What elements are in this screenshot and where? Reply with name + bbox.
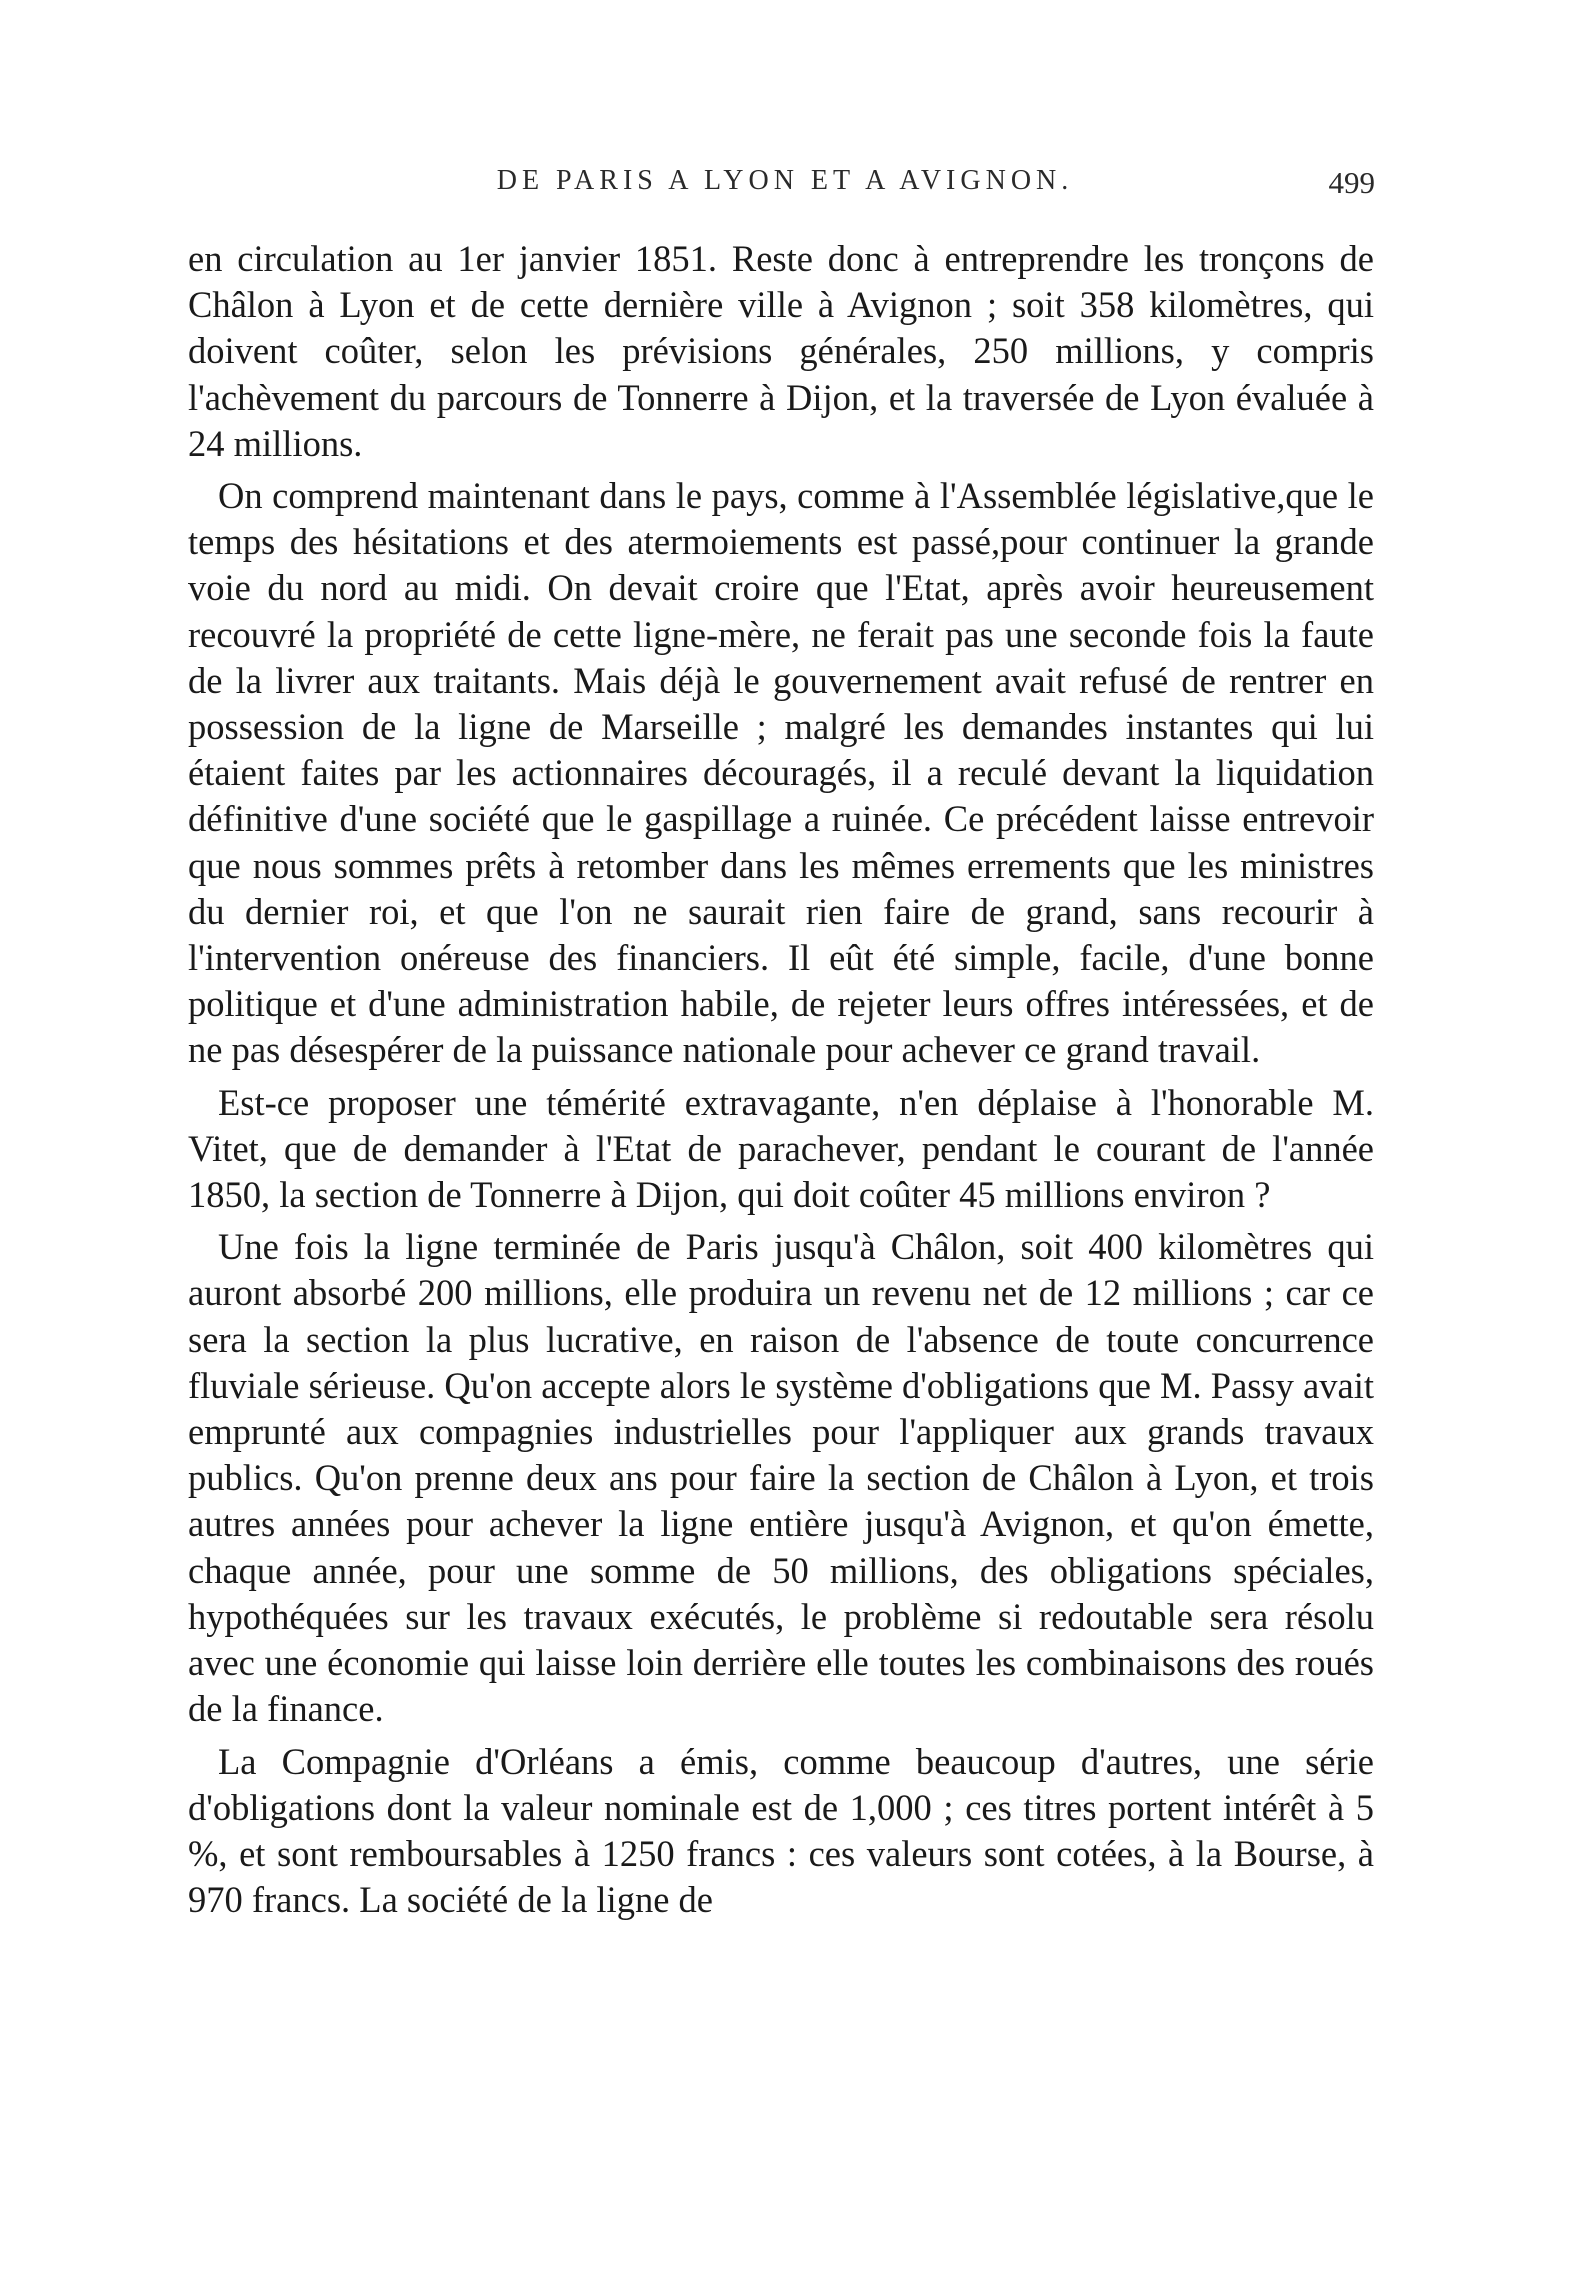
paragraph: Est-ce proposer une témérité extravagante, n'en déplaise à l'honorable M. Vitet, que de demander à l'Etat de parachever, pendant le courant de l'année 1850, la section de Tonnerre à Dijon, qui doit coûter 45 millions environ ?: [188, 1081, 1374, 1216]
paragraph: On comprend maintenant dans le pays, comme à l'Assemblée législative,que le temps des hésitations et des atermoiements est passé,pour continuer la grande voie du nord au midi. On devait croire que l'Etat, après avoir heureusement recouvré la propriété de cette ligne-mère, ne ferait pas une seconde fois la faute de la livrer aux traitants. Mais déjà le gouvernement avait refusé de rentrer en possession de la ligne de Marseille ; malgré les demandes instantes qui lui étaient faites par les actionnaires découragés, il a reculé devant la liquidation définitive d'une société que le gaspillage a ruinée. Ce précédent laisse entrevoir que nous sommes prêts à retomber dans les mêmes errements que les ministres du dernier roi, et que l'on ne saurait rien faire de grand, sans recourir à l'intervention onéreuse des financiers. Il eût été simple, facile, d'une bonne politique et d'une administration habile, de rejeter leurs offres intéressées, et de ne pas désespérer de la puissance nationale pour achever ce grand travail.: [188, 475, 1374, 1071]
running-title: DE PARIS A LYON ET A AVIGNON.: [496, 165, 1074, 196]
page-number: 499: [1328, 165, 1375, 200]
body-text: [188, 236, 1374, 1923]
running-head: [195, 165, 1375, 213]
paragraph: La Compagnie d'Orléans a émis, comme beaucoup d'autres, une série d'obligations dont la valeur nominale est de 1,000 ; ces titres portent intérêt à 5 %, et sont remboursables à 1250 francs : ces valeurs sont cotées, à la Bourse, à 970 francs. La société de la ligne de: [188, 1740, 1374, 1921]
paragraph: en circulation au 1er janvier 1851. Reste donc à entreprendre les tronçons de Châlon à Lyon et de cette dernière ville à Avignon ; soit 358 kilomètres, qui doivent coûter, selon les prévisions générales, 250 millions, y compris l'achèvement du parcours de Tonnerre à Dijon, et la traversée de Lyon évaluée à 24 millions.: [188, 238, 1374, 464]
paragraph: Une fois la ligne terminée de Paris jusqu'à Châlon, soit 400 kilomètres qui auront absorbé 200 millions, elle produira un revenu net de 12 millions ; car ce sera la section la plus lucrative, en raison de l'absence de toute concurrence fluviale sérieuse. Qu'on accepte alors le système d'obligations que M. Passy avait emprunté aux compagnies industrielles pour l'appliquer aux grands travaux publics. Qu'on prenne deux ans pour faire la section de Châlon à Lyon, et trois autres années pour achever la ligne entière jusqu'à Avignon, et qu'on émette, chaque année, pour une somme de 50 millions, des obligations spéciales, hypothéquées sur les travaux exécutés, le problème si redoutable sera résolu avec une économie qui laisse loin derrière elle toutes les combinaisons des roués de la finance.: [188, 1226, 1374, 1730]
